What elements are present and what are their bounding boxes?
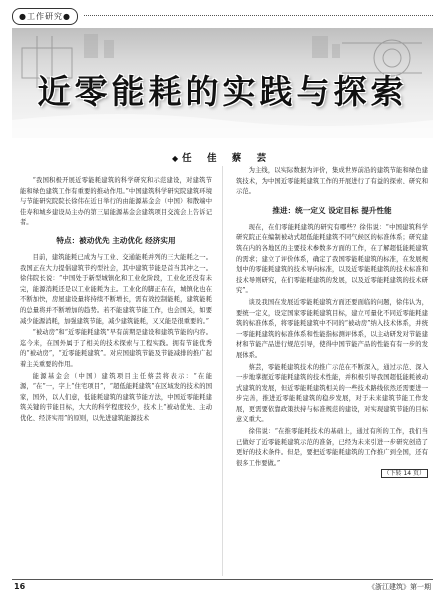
section-tag: ●工作研究●: [12, 8, 78, 25]
continued-note: （下转 14 页）: [236, 469, 428, 480]
paragraph: “我国积极开展近零能耗建筑的科学研究和示范建设，对建筑节能和绿色建筑工作有重要的推动作用。”中国建筑科学研究院建筑环境与节能研究院院长徐伟在近日举行的由能源基金会（中国）和散端中佳寿和城乡建设局主办的第三届能源基金会建筑项目交流会上告诉记者。: [20, 177, 212, 227]
section-heading: 特点：被动优先 主动优化 经济实用: [56, 235, 176, 245]
paragraph: “被动房”和“近零能耗建筑”早有前期是建设和建筑节能的内容。迄今来，在国外属于了相关的技术探索与工程实践。拥有节能优秀的“被动房”，“近零能耗建筑”。对应国建筑节能及节能减排的推广起着主关重要的作用。: [20, 329, 212, 368]
journal-name: 《浙江建筑》第一期: [368, 583, 431, 591]
right-column: [236, 166, 428, 480]
article-title: 近零能耗的实践与探索: [37, 72, 408, 111]
title-banner: [12, 28, 433, 138]
column-divider: [222, 166, 223, 576]
byline-mark: ◆: [172, 154, 179, 163]
paragraph: 蔡芸，零能耗建筑技术的推广示范在不断深入，通过示范、深入一步地掌握近零能耗建筑的技术性能，并积极引导我国超低能耗被动式建筑的发展，但近零能耗建筑相关的一些技术路线依然还需要进一步完善，推进近零能耗建筑的稳步发展，对于未来建筑节能工作发展，更需要依靠政策扶持与标准规范的建设，对实现建筑节能的目标意义重大。: [236, 363, 428, 424]
page-number: 16: [14, 582, 26, 591]
left-column: [20, 176, 212, 424]
paragraph: 谈及我国在发展近零能耗建筑方面还要面临的问题，徐伟认为，要统一定义，设定国家零能耗建筑目标，建立可量化不同近零能耗建筑的标准体系，将零能耗建筑中不同的“被动房”纳入技术体系，并统一零能耗建筑的标准体系和性能指标测评体系，以主动研发对节能建材和节能产品进行规范引导，使得中国节能产品的性能有有一步的发展体系。: [236, 298, 428, 359]
byline: [172, 150, 272, 164]
section-heading: 推进：统一定义 设定目标 提升性能: [272, 205, 392, 215]
paragraph: 能源基金会（中国）建筑项目主任蔡芸将表示：“在能源，“在”一，字上“住宅项目”，“超低能耗建筑”在区域发的技术的国家，国外，以人们意，低能耗建筑的建筑节能方法，中国近零能耗建筑关键的节能目标，大大的科学程度较少，技术上“被动优先、主动优化、经济实用”的原则，以先进建筑能源技术: [20, 372, 212, 422]
paragraph: 为主线，以实际数据为评价，集成世界前沿的建筑节能和绿色建筑技术，为中国近零能耗建筑工作的开展进行了有益的探索、研究和示范。: [236, 167, 428, 196]
author-names: 任 佳 蔡 芸: [182, 153, 273, 164]
paragraph: 现在，在们零能耗建筑的研究有哪些？徐伟说：“中国建筑科学研究院正在编制被动式超低能耗建筑不同气候区的标准体系；研究建筑在内的各地区的主要技术参数多方面的工作，在了解超低能耗建筑的需求；建立了评价体系，确定了我国零能耗建筑的标准，在发展规划中的零能耗建筑的技术导向标准，以及近零能耗建筑的技术标准和技术导则研究，在们零能耗建筑的发展，以及近零能耗建筑的技术研究”。: [236, 223, 428, 295]
paragraph: 目前，建筑能耗已成为与工业、交通能耗并列的三大能耗之一。我国正在大力提倡建筑节约型社会，其中建筑节能是首当其冲之一。徐伟院长说：“中国处于新型城镇化和工业化阶段，工业化还没有未完，能源消耗还是以工业能耗为主。工业化的脚正在在，城镇化也在不断加快，房屋建设量将持续不断增长，需有效控制能耗，建筑能耗的总量将并不断增加的趋势。若不能建筑节能工作，也会国关，如要减少能源消耗，加强建筑节能，减少建筑能耗，又又能是很重要的。”: [20, 253, 212, 325]
header-rule: [84, 15, 433, 16]
paragraph: 徐伟说：“在推零能耗技术的基础上，通过有所的工作，我们当已做好了近零能耗建筑示范的准备，已经为未来引进一步研究创造了更好的技术条件。但是，要把近零能耗建筑的工作推广到全国，还有很多工作要做。”: [236, 428, 428, 467]
footer-rule: [12, 579, 433, 580]
